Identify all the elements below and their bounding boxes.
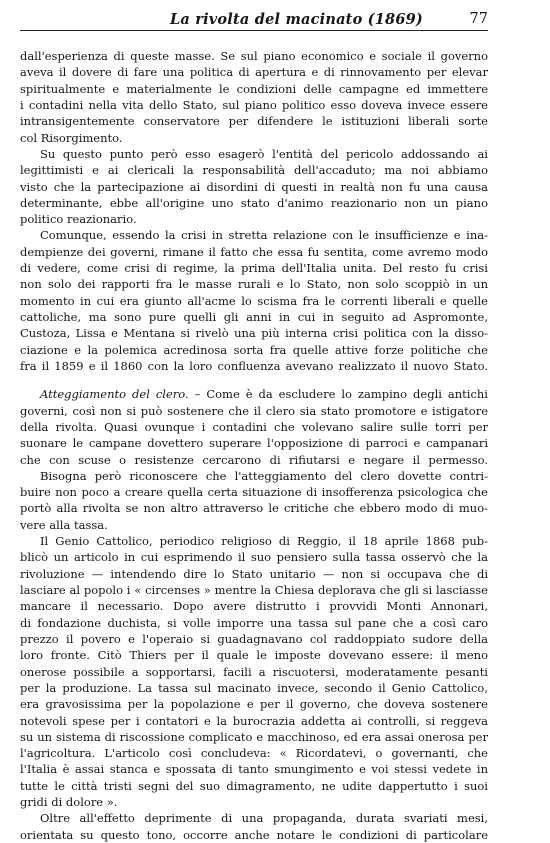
text-line: intransigentemente conservatore per difendere le istituzioni liberali sorte — [20, 114, 488, 129]
section-gap — [20, 374, 488, 386]
text-line: governi, così non si può sostenere che il clero sia stato promotore e istigatore — [20, 403, 488, 418]
text-line: cattoliche, ma sono pure quelli gli anni in cui in seguito ad Aspromonte, — [20, 310, 488, 324]
text-line: suonare le campane dovettero superare l'opposizione di parroci e campanari — [20, 436, 488, 451]
text-line: dempienze dei governi, rimane il fatto che essa fu sentita, come avremo modo — [20, 244, 488, 259]
text-line: mancare il necessario. Dopo avere distrutto i provvidi Monti Annonari, — [20, 599, 488, 614]
text-line: Custoza, Lissa e Mentana si rivelò una più interna crisi politica con la disso- — [20, 326, 488, 341]
text-line: dall'esperienza di queste masse. Se sul piano economico e sociale il governo — [20, 49, 488, 63]
text-line: era gravosissima per la popolazione e per il governo, che doveva sostenere — [20, 697, 488, 712]
text-line: tutte le città tristi segni del suo dimagramento, ne udite dappertutto i suoi — [20, 778, 488, 793]
text-line: rivoluzione — intendendo dire lo Stato unitario — non si occupava che di — [20, 566, 488, 581]
running-title: La rivolta del macinato (1869) — [170, 11, 423, 28]
text-line: di vedere, come crisi di regime, la prima dell'Italia unita. Del resto fu crisi — [20, 261, 488, 276]
text-line: Il Genio Cattolico, periodico religioso di Reggio, il 18 aprile 1868 pub- — [40, 534, 488, 549]
text-line: onerose possibile a sopportarsi, facili a riscuotersi, moderatamente pesanti — [20, 664, 488, 679]
text-line: portò alla rivolta se non altro attraverso le critiche che ebbero modo di muo- — [20, 501, 488, 516]
text-line: blicò un articolo in cui esprimendo il suo pensiero sulla tassa osservò che la — [20, 550, 488, 565]
text-line: Oltre all'effetto deprimente di una propaganda, durata svariati mesi, — [40, 811, 488, 826]
text-line: l'agricoltura. L'articolo così concludeva: « Ricordatevi, o governanti, che — [20, 746, 488, 761]
section-heading: Atteggiamento del clero. — [40, 387, 189, 402]
text-line: non solo dei rapporti fra le masse rurali e lo Stato, non solo scoppiò in un — [20, 277, 488, 292]
text-line: Comunque, essendo la crisi in stretta relazione con le insufficienze e ina- — [40, 228, 488, 243]
text-line: legittimisti e ai clericali la responsabilità dell'accaduto; ma noi abbiamo — [20, 163, 488, 178]
text-line: l'Italia è assai stanca e spossata di tanto smungimento e voi stessi vedete in — [20, 762, 488, 777]
text-line: spiritualmente e materialmente le condizioni delle campagne ed immettere — [20, 81, 488, 96]
text-line — [20, 386, 488, 402]
text-line: Bisogna però riconoscere che l'atteggiamento del clero dovette contri- — [40, 468, 488, 483]
text-line: col Risorgimento. — [20, 130, 123, 145]
text-line: fra il 1859 e il 1860 con la loro confluenza avevano realizzato il nuovo Stato. — [20, 358, 488, 373]
text-line: buire non poco a creare quella certa situazione di insofferenza psicologica che — [20, 485, 488, 500]
text-line: visto che la partecipazione ai disordini di questi in realtà non fu una causa — [20, 179, 488, 194]
text-line: i contadini nella vita dello Stato, sul piano politico esso doveva invece essere — [20, 97, 488, 112]
text-line: su un sistema di riscossione complicato e macchinoso, ed era assai onerosa per — [20, 729, 488, 744]
body-text — [20, 48, 488, 843]
text-line: lasciare al popolo i « circenses » mentre la Chiesa deplorava che gli si lasciasse — [20, 583, 488, 597]
text-line: politico reazionario. — [20, 212, 137, 227]
text-line: aveva il dovere di fare una politica di apertura e di rinnovamento per elevar — [20, 65, 488, 80]
text-line: ciazione e la polemica acredinosa sorta fra quelle attive forze politiche che — [20, 342, 488, 357]
text-line: della rivolta. Quasi ovunque i contadini che volevano salire sulle torri per — [20, 419, 488, 434]
text-line: vere alla tassa. — [20, 517, 108, 532]
text-line: Su questo punto però esso esagerò l'entità del pericolo addossando ai — [40, 146, 488, 161]
page-number: 77 — [469, 11, 488, 27]
running-header — [20, 8, 488, 31]
text-line: gridi di dolore ». — [20, 795, 118, 810]
text-line: orientata su questo tono, occorre anche notare le condizioni di particolare — [20, 827, 488, 842]
text-line: di fondazione duchista, si volle imporre una tassa sul pane che a così caro — [20, 615, 488, 630]
text-line: che con scuse o resistenze cercarono di rifiutarsi e negare il permesso. — [20, 452, 488, 467]
text-line: momento in cui era giunto all'acme lo scisma fra le correnti liberali e quelle — [20, 293, 488, 308]
text-line: prezzo il povero e l'operaio si guadagnavano col raddoppiato sudore della — [20, 631, 488, 646]
text-line: notevoli spese per i contatori e la burocrazia addetta ai controlli, si reggeva — [20, 713, 488, 728]
text-line: per la produzione. La tassa sul macinato invece, secondo il Genio Cattolico, — [20, 680, 488, 695]
text-line-rest: – Come è da escludere lo zampino degli antichi — [188, 387, 488, 402]
text-line: loro fronte. Citò Thiers per il quale le imposte dovevano essere: il meno — [20, 648, 488, 663]
text-line: determinante, ebbe all'origine uno stato d'animo reazionario non un piano — [20, 195, 488, 210]
